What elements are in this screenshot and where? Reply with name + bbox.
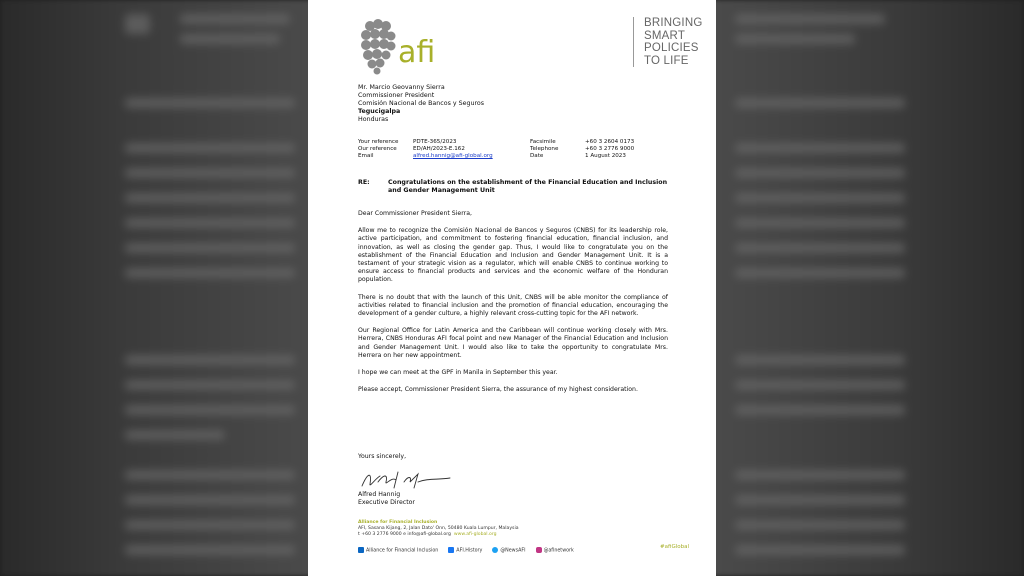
social-linkedin[interactable]	[358, 547, 438, 554]
recipient-title: Commissioner President	[358, 92, 435, 99]
handwritten-signature	[358, 468, 458, 492]
reference-right	[530, 139, 634, 160]
salutation: Dear Commissioner President Sierra,	[358, 210, 472, 217]
footer-web-link[interactable]: www.afi-global.org	[453, 532, 497, 537]
tagline-line: BRINGING	[644, 17, 703, 29]
facebook-icon	[448, 547, 454, 553]
signer-block	[358, 491, 415, 507]
social-instagram[interactable]	[536, 547, 574, 554]
signer-name: Alfred Hannig	[358, 491, 401, 498]
ref-value: PDTE-365/2023	[413, 139, 457, 145]
signer-title: Executive Director	[358, 499, 415, 507]
social-links	[358, 547, 574, 554]
recipient-block	[358, 84, 484, 124]
twitter-icon	[492, 547, 498, 553]
linkedin-icon	[358, 547, 364, 553]
closing: Yours sincerely,	[358, 453, 407, 460]
footer-contact: t +60 3 2776 9000 e info@afi-global.org	[358, 532, 451, 537]
ref-label: Date	[530, 153, 544, 159]
paragraph: There is no doubt that with the launch of this Unit, CNBS will be able monitor the compliance of activities related to financial inclusion and the promotion of financial education, encouraging the development of a gender culture, a highly relevant cross-cutting topic for the AFI network.	[358, 293, 668, 318]
footer-org: Alliance for Financial Inclusion	[358, 520, 438, 525]
paragraph: Please accept, Commissioner President Sierra, the assurance of my highest consideration.	[358, 386, 638, 394]
subject-text: Congratulations on the establishment of the Financial Education and Inclusion and Gender Management Unit	[388, 179, 668, 194]
footer	[358, 520, 519, 538]
ref-label: Facsimile	[530, 139, 556, 145]
recipient-country: Honduras	[358, 116, 389, 123]
social-label: AFI.History	[456, 548, 483, 554]
social-label: @NewsAFI	[500, 548, 526, 554]
tagline	[633, 17, 702, 67]
paragraph: Our Regional Office for Latin America and the Caribbean will continue working closely with Mrs. Herrera, CNBS Honduras AFI focal point and new Manager of the Financial Education and Inclusion and Gender Management Unit. I would also like to take the opportunity to congratulate Mrs. Herrera on her new appointment.	[358, 327, 668, 359]
reference-left	[358, 139, 493, 160]
social-label: Alliance for Financial Inclusion	[366, 548, 439, 554]
footer-address: AFI, Sasana Kijang, 2, Jalan Dato' Onn, 50480 Kuala Lumpur, Malaysia	[358, 526, 519, 531]
ref-value: +60 3 2776 9000	[585, 146, 635, 152]
social-label: @afinetwork	[543, 548, 574, 554]
ref-label: Your reference	[358, 139, 399, 145]
hashtag: #afiGlobal	[660, 544, 689, 550]
paragraph: I hope we can meet at the GPF in Manila in September this year.	[358, 369, 558, 377]
letter-page	[308, 0, 716, 576]
tagline-line: TO LIFE	[644, 54, 689, 67]
paragraph: Allow me to recognize the Comisión Nacional de Bancos y Seguros (CNBS) for its leadership role, active participation, and commitment to fostering financial education, financial inclusion, and innovation, as well as closing the gender gap. Thus, I would like to congratulate you on the establishment of the Financial Education and Inclusion and Gender Management Unit. It is a testament of your strategic vision as a regulator, which will enable CNBS to continue working to ensure access to financial products and services and the economic welfare of the Honduran population.	[358, 227, 668, 284]
ref-value: +60 3 2604 0173	[585, 139, 635, 145]
instagram-icon	[536, 547, 542, 553]
ref-value: 1 August 2023	[585, 153, 626, 159]
ref-value: ED/AH/2023-E.162	[413, 146, 465, 152]
ref-label: Telephone	[530, 146, 559, 152]
email-link[interactable]: alfred.hannig@afi-global.org	[413, 153, 493, 159]
recipient-name: Mr. Marcio Geovanny Sierra	[358, 84, 445, 91]
subject-line	[358, 179, 668, 195]
ref-label: Our reference	[358, 146, 397, 152]
afi-logo	[358, 18, 448, 78]
ref-label: Email	[358, 153, 374, 159]
subject-label: RE:	[358, 179, 370, 186]
tagline-line: SMART	[644, 29, 686, 42]
recipient-org: Comisión Nacional de Bancos y Seguros	[358, 100, 485, 107]
letter-body	[358, 210, 668, 403]
recipient-city: Tegucigalpa	[358, 108, 401, 115]
tagline-line: POLICIES	[644, 42, 699, 54]
logo-text: afi	[398, 35, 436, 70]
social-twitter[interactable]	[492, 547, 525, 554]
social-facebook[interactable]	[448, 547, 482, 554]
